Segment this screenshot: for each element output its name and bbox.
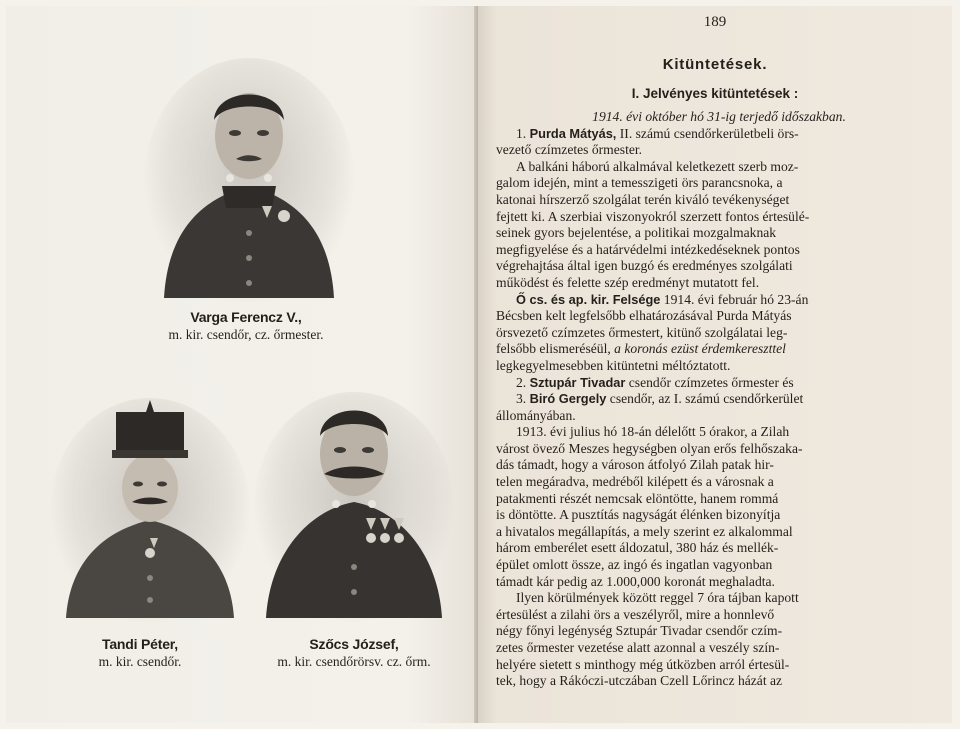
text-line: telen megáradva, medréből kilépett és a városnak a xyxy=(496,474,774,490)
caption-name: Varga Ferencz V., xyxy=(190,309,302,325)
portrait-szocs-jozsef xyxy=(254,392,454,622)
text-line: legkegyelmesebben kitüntetni méltóztatott. xyxy=(496,357,731,373)
section-title: I. Jelvényes kitüntetések : xyxy=(631,86,799,101)
text-line xyxy=(496,292,942,309)
caption-name: Tandi Péter, xyxy=(102,636,178,652)
caption-szocs-jozsef xyxy=(242,636,466,670)
text-line: épület omlott össze, az ingó és ingatlan vagyonban xyxy=(496,557,773,573)
text-span: II. számú csendőrkerületbeli örs- xyxy=(616,125,799,141)
text-line xyxy=(496,391,942,408)
text-line xyxy=(496,375,942,392)
text-line: seinek gyors bejelentése, a politikai mozgalmaknak xyxy=(496,225,777,241)
text-span: felsőbb elismeréséül, xyxy=(496,341,615,357)
caption-rank: m. kir. csendőr, cz. őrmester. xyxy=(168,327,324,342)
text-line: patakmenti részét nemcsak elöntötte, hanem rommá xyxy=(496,490,779,506)
text-line: zetes őrmester vezetése alatt azonnal a veszély szín- xyxy=(496,640,780,655)
text-line: 1914. évi október hó 31-ig terjedő időszakban. xyxy=(592,109,846,124)
text-line: katonai hírszerző szolgálat terén kiváló tevékenységet xyxy=(496,191,790,207)
text-line: működést és felette szép eredményt mutatott fel. xyxy=(496,274,760,290)
text-line: négy főnyi legénység Sztupár Tivadar csendőr czím- xyxy=(496,623,783,639)
text-line: Bécsben kelt legfelsőbb elhatározásával Purda Mátyás xyxy=(496,308,792,324)
text-line: támadt kár pedig az 1.000,000 koronát meghaladta. xyxy=(496,573,775,589)
text-line: három emberélet esett áldozatul, 380 ház és mellék- xyxy=(496,540,779,556)
text-line: végrehajtása által igen buzgó és eredményes szolgálati xyxy=(496,258,793,274)
text-line: is döntötte. A pusztítás nagyságát élénken bizonyítja xyxy=(496,507,781,523)
page-title: Kitüntetések. xyxy=(662,56,768,73)
caption-rank: m. kir. csendőrörsv. cz. őrm. xyxy=(277,654,431,669)
text-line: várost övező Meszes hegységben olyan erős felhőszaka- xyxy=(496,440,803,456)
right-page xyxy=(478,6,952,723)
body-text xyxy=(496,109,942,690)
item-number: 3. xyxy=(516,391,530,407)
caption-tandi-peter xyxy=(40,636,240,670)
text-line: helyére sietett s minthogy még útközben arról értesül- xyxy=(496,656,790,672)
caption-name: Szőcs József, xyxy=(309,636,399,652)
page-number: 189 xyxy=(703,14,727,30)
text-line: állományában. xyxy=(496,407,576,423)
portrait-tandi-peter xyxy=(50,398,250,623)
item-number: 1. xyxy=(516,125,530,141)
person-name: Sztupár Tivadar xyxy=(529,374,626,390)
text-line: galom idején, mint a temesszigeti örs parancsnoka, a xyxy=(496,175,783,191)
person-name: Biró Gergely xyxy=(529,391,607,407)
award-name: a koronás ezüst érdemkereszttel xyxy=(614,341,786,357)
text-span: csendőr, az I. számú csendőrkerület xyxy=(606,391,804,407)
text-line: fejtett ki. A szerbiai viszonyokról szerzett fontos értesülé- xyxy=(496,208,810,224)
item-number: 2. xyxy=(516,374,530,390)
text-line: tek, hogy a Rákóczi-utczában Czell Lőrincz házát az xyxy=(496,673,783,689)
person-name: Purda Mátyás, xyxy=(529,125,617,141)
text-line xyxy=(496,126,942,143)
text-span: 1914. évi február hó 23-án xyxy=(660,291,809,307)
caption-rank: m. kir. csendőr. xyxy=(98,654,182,669)
royal-title: Ő cs. és ap. kir. Felsége xyxy=(516,291,661,307)
text-line: megfigyelése és a határvédelmi intézkedéseknek pontos xyxy=(496,241,800,257)
text-line: 1913. évi julius hó 18-án délelőtt 5 órakor, a Zilah xyxy=(516,424,790,440)
text-line: értesülést a zilahi örs a veszélyről, mire a honnlevő xyxy=(496,606,775,622)
text-line: dás támadt, hogy a városon átfolyó Zilah patak hir- xyxy=(496,457,774,473)
portrait-varga-ferencz xyxy=(144,58,354,303)
text-line: vezető czímzetes őrmester. xyxy=(496,142,643,158)
text-line: a hivatalos megállapítás, a mely szerint ez alkalommal xyxy=(496,523,793,539)
caption-varga-ferencz xyxy=(126,309,366,343)
text-line: A balkáni háború alkalmával keletkezett szerb moz- xyxy=(516,158,799,174)
text-span: csendőr czímzetes őrmester és xyxy=(625,374,794,390)
text-line: Ilyen körülmények között reggel 7 óra tájban kapott xyxy=(516,590,799,606)
text-line xyxy=(496,341,942,358)
text-line: örsvezető czímzetes őrmestert, kitünő szolgálatai leg- xyxy=(496,324,788,340)
left-page xyxy=(6,6,476,723)
